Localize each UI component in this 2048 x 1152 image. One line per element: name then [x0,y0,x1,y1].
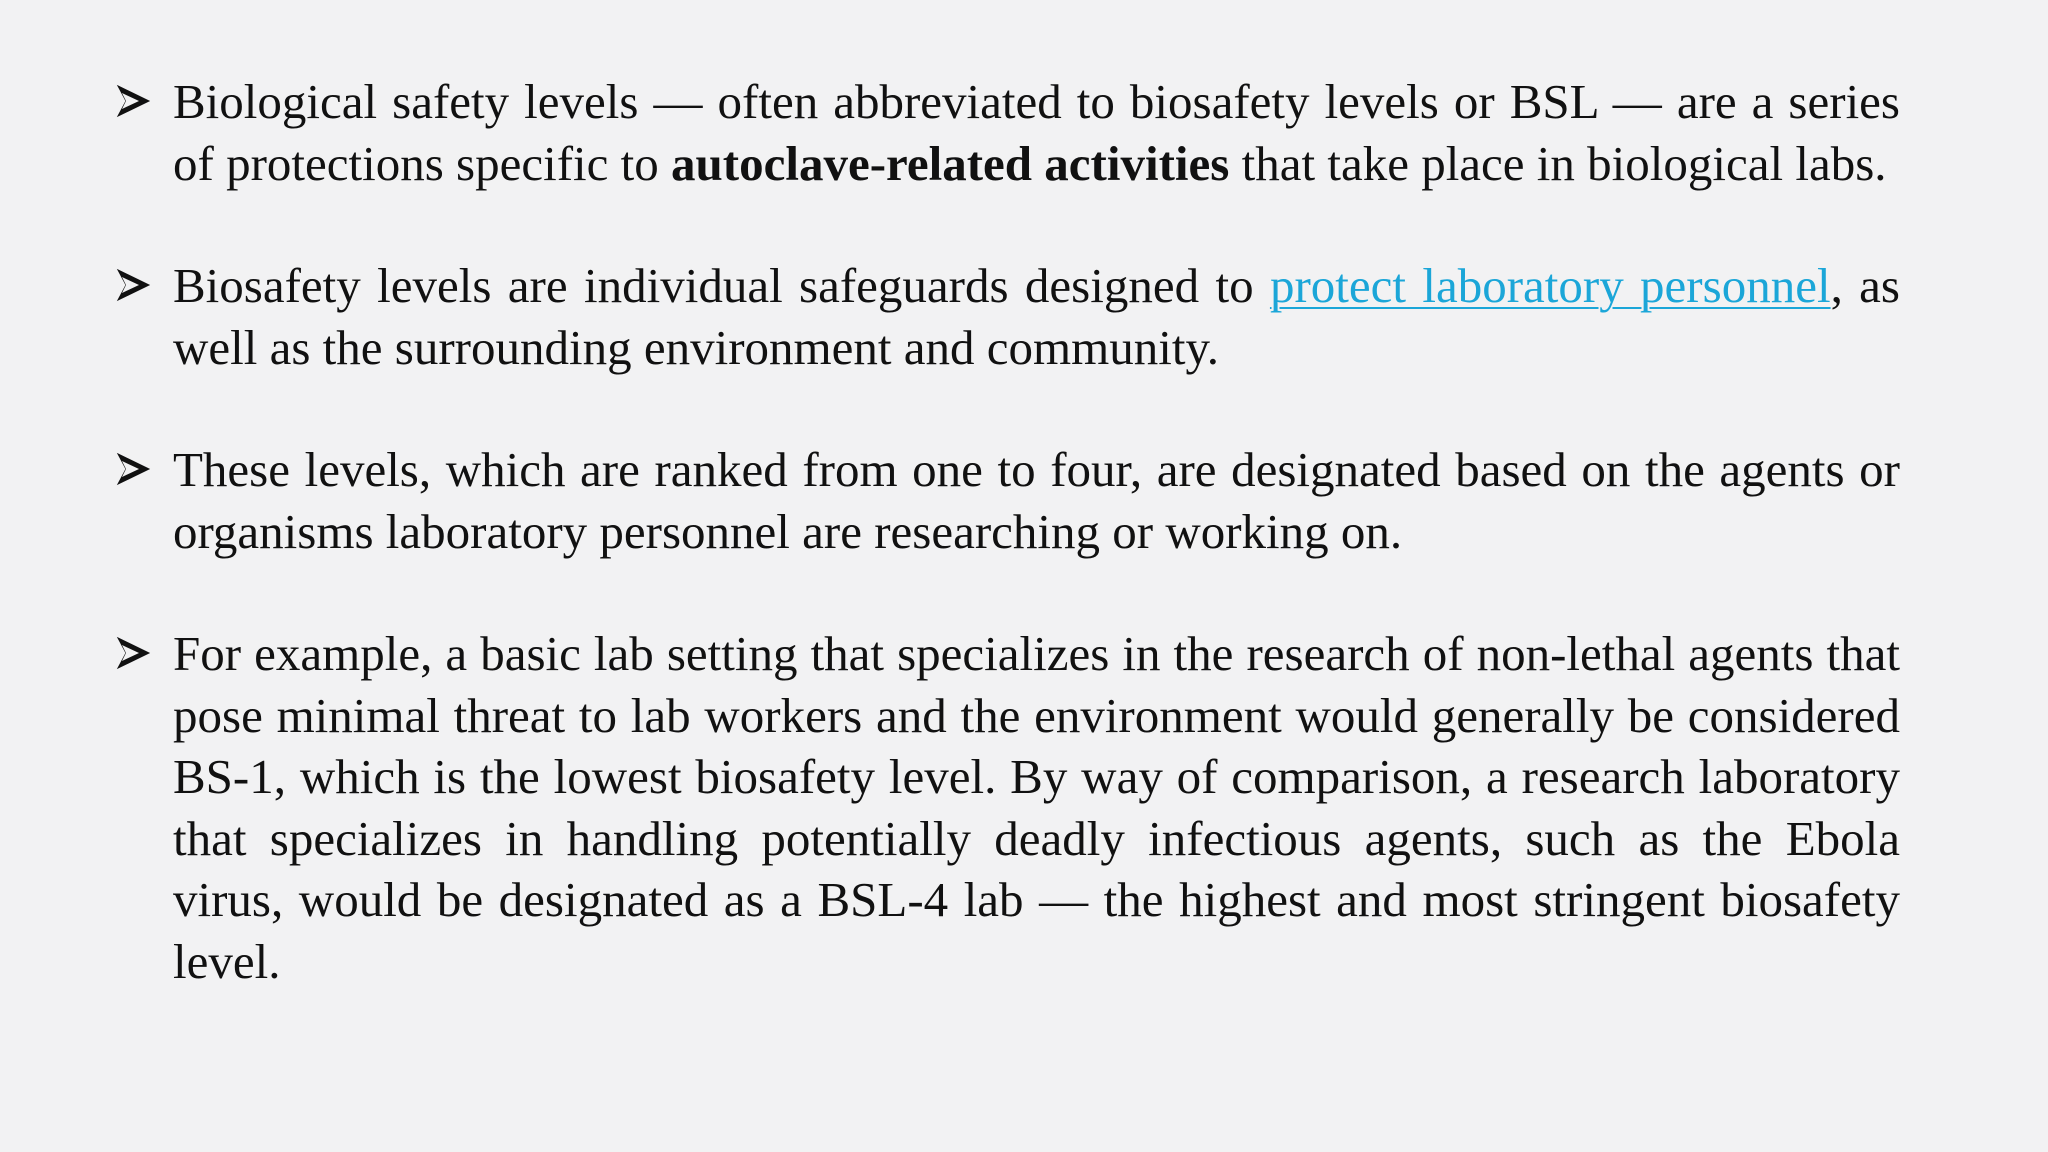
arrowhead-bullet-icon [115,635,151,671]
bullet-item-1 [115,71,1900,194]
bullet-item-4 [115,623,1900,992]
bullet-1-bold-phrase: autoclave-related activities [671,135,1230,191]
bullet-item-3 [115,439,1900,562]
protect-laboratory-personnel-link[interactable]: protect laboratory personnel [1269,258,1831,313]
bullet-3-text: These levels, which are ranked from one to four, are designated based on the agents or organisms laboratory personnel are researching or working on. [173,442,1900,559]
bullet-2-text-end: , as well as the surrounding environment and community. [173,258,1900,375]
bullet-1-text-end: that take place in biological labs. [1229,135,1887,191]
bullet-item-2 [115,255,1900,378]
arrowhead-bullet-icon [115,267,151,303]
arrowhead-bullet-icon [115,83,151,119]
arrowhead-bullet-icon [115,451,151,487]
bullet-2-text-start: Biosafety levels are individual safeguards designed to [173,258,1270,313]
bullet-list [115,71,1900,992]
bullet-4-text: For example, a basic lab setting that specializes in the research of non-lethal agents that pose minimal threat to lab workers and the environment would generally be considered BS-1, which is the lowest biosafety level. By way of comparison, a research laboratory that specializes in handling potentially deadly infectious agents, such as the Ebola virus, would be designated as a BSL-4 lab — the highest and most stringent biosafety level. [173,626,1900,989]
bullet-1-text-start: Biological safety levels — often abbreviated to biosafety levels or BSL — are a series of protections specific to [173,74,1900,191]
